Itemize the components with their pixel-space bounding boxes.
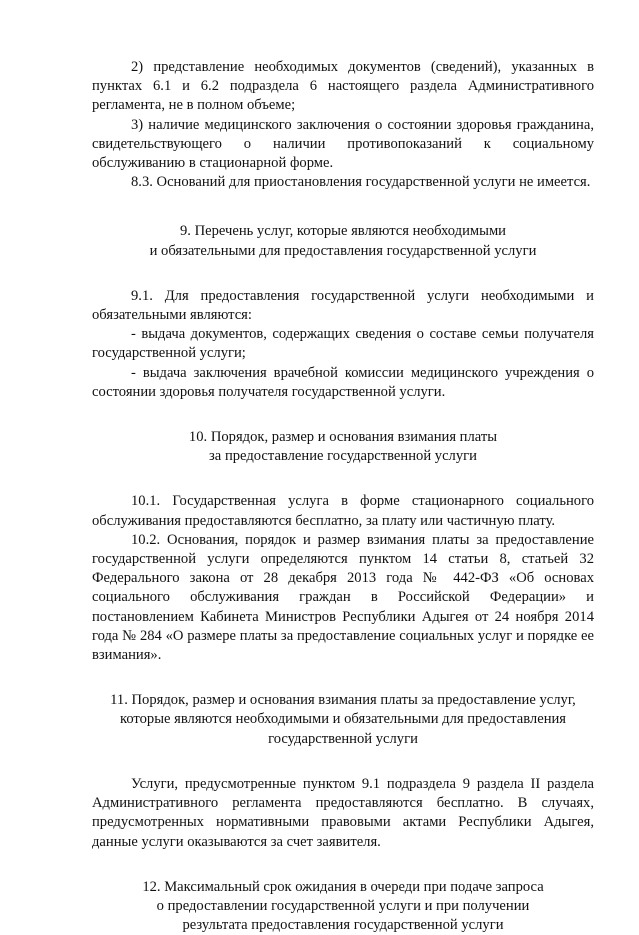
paragraph-8-3: 8.3. Оснований для приостановления государственной услуги не имеется. <box>131 174 591 191</box>
list-item-documents: - выдача документов, содержащих сведения о составе семьи получателя государственной услуги; <box>92 326 594 362</box>
paragraph-8-2-item-3: 3) наличие медицинского заключения о состоянии здоровья гражданина, свидетельствующего о наличии противопоказаний к социальному обслуживанию в стационарной форме. <box>92 116 594 172</box>
list-item-medical-conclusion: - выдача заключения врачебной комиссии медицинского учреждения о состоянии здоровья получателя государственной услуги. <box>92 364 594 400</box>
section-11-heading-line: которые являются необходимыми и обязательными для предоставления <box>119 711 567 728</box>
section-9-heading-line: и обязательными для предоставления государственной услуги <box>149 242 537 259</box>
section-11-heading-line: государственной услуги <box>268 730 418 747</box>
paragraph-10-2: 10.2. Основания, порядок и размер взимания платы за предоставление государственной услуги определяются пунктом 14 статьи 8, статьей 32 Федерального закона от 28 декабря 2013 года № 442-ФЗ «Об основах социального обслуживания граждан в Российской Федерации» и постановлением Кабинета Министров Республики Адыгея от 24 ноября 2014 года № 284 «О размере платы за предоставление социальных услуг и порядке ее взимания». <box>92 531 594 664</box>
paragraph-9-1: 9.1. Для предоставления государственной услуги необходимыми и обязательными являются: <box>92 287 594 324</box>
section-10-heading-line: 10. Порядок, размер и основания взимания платы <box>188 429 498 446</box>
section-12-heading <box>92 878 594 935</box>
section-9-heading-line: 9. Перечень услуг, которые являются необходимыми <box>179 223 506 240</box>
section-12-heading-line: о предоставлении государственной услуги и при получении <box>156 897 530 914</box>
paragraph-10-1: 10.1. Государственная услуга в форме стационарного социального обслуживания предоставляются бесплатно, за плату или частичную плату. <box>92 493 594 529</box>
section-10-heading-line: за предоставление государственной услуги <box>209 448 477 465</box>
section-11-heading <box>92 691 594 749</box>
section-11-heading-line: 11. Порядок, размер и основания взимания платы за предоставление услуг, <box>110 692 576 709</box>
section-12-heading-line: 12. Максимальный срок ожидания в очереди при подаче запроса <box>142 878 544 895</box>
paragraph-8-2-item-2: 2) представление необходимых документов (сведений), указанных в пунктах 6.1 и 6.2 подраздела 6 настоящего раздела Административного регламента, не в полном объеме; <box>92 59 594 114</box>
paragraph-11: Услуги, предусмотренные пунктом 9.1 подраздела 9 раздела II раздела Административного регламента предоставляются бесплатно. В случаях, предусмотренных нормативными правовыми актами Республики Адыгея, данные услуги оказываются за счет заявителя. <box>92 775 594 850</box>
section-12-heading-line: результата предоставления государственной услуги <box>182 917 504 934</box>
section-10-heading <box>92 428 594 466</box>
section-9-heading <box>92 222 594 260</box>
document-page <box>92 58 594 935</box>
